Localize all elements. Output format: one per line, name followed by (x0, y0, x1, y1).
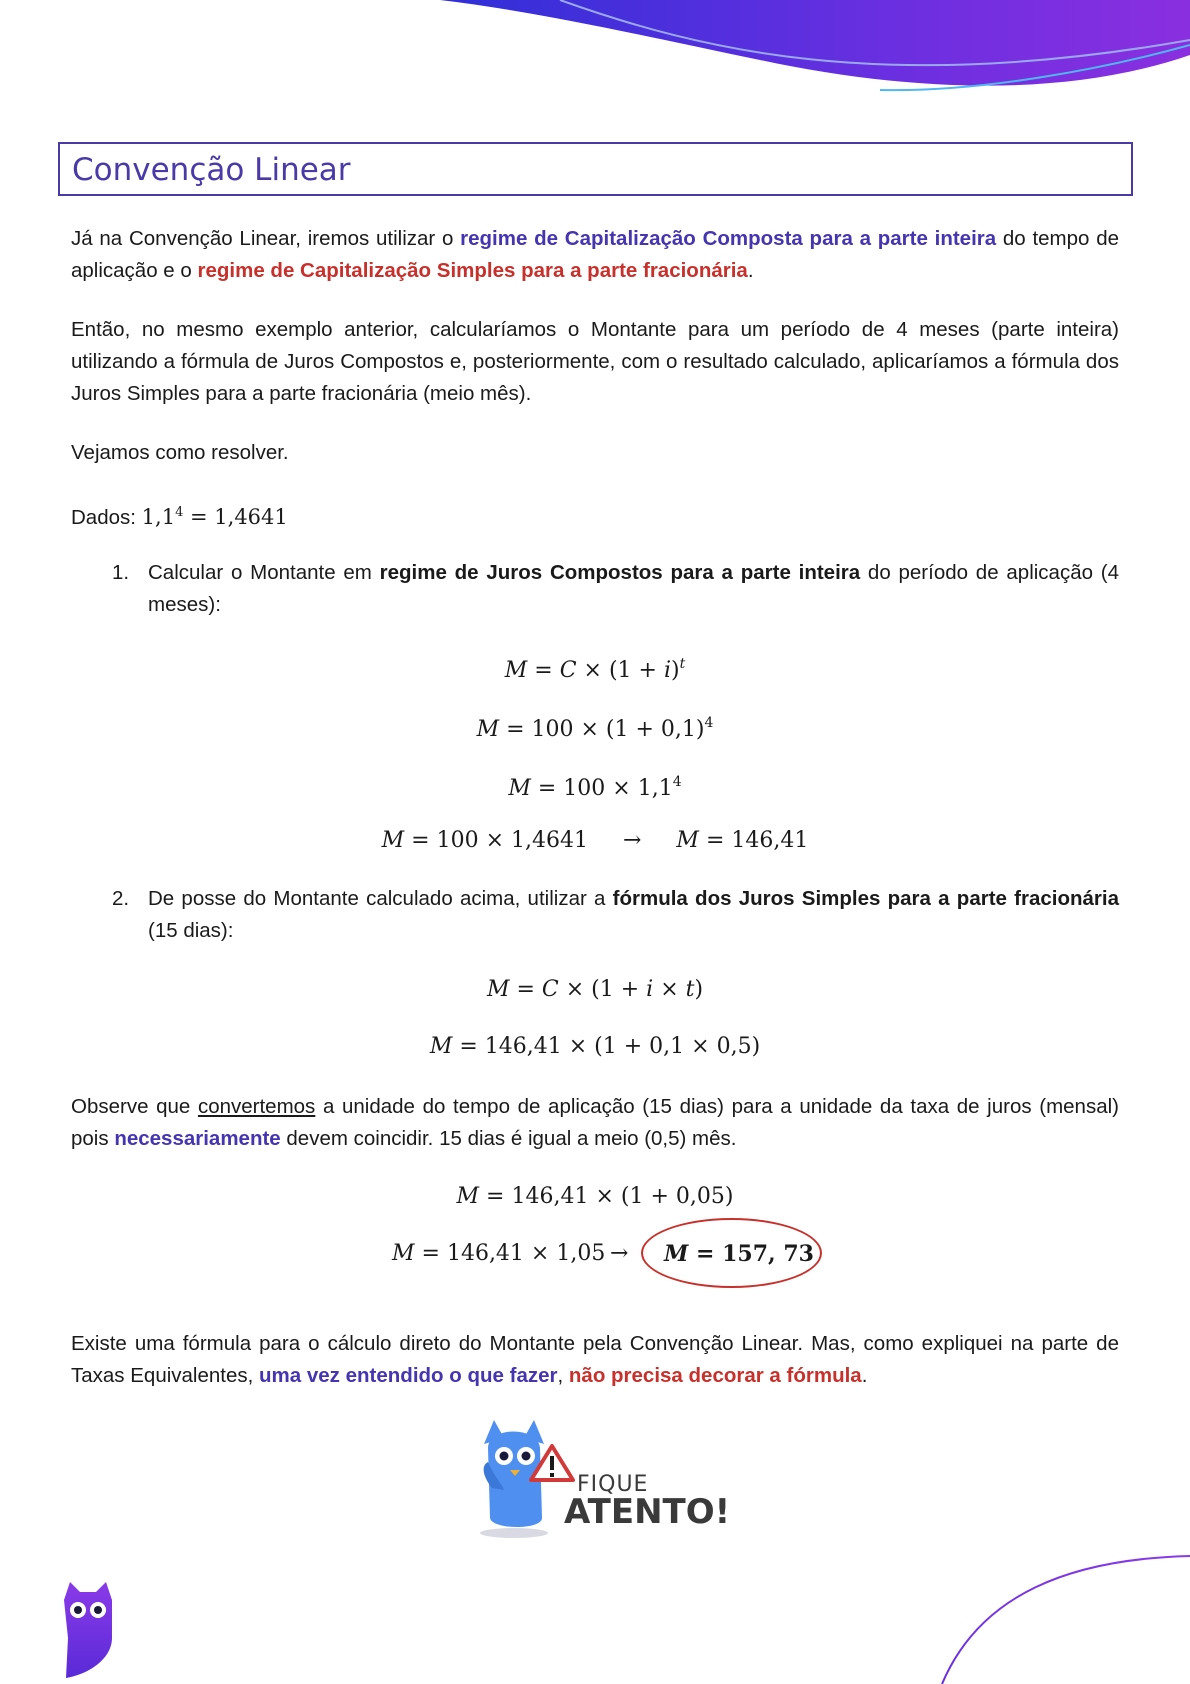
given-label: Dados: (71, 506, 142, 529)
step-1-text-3: do período de aplicação (4 meses): (148, 561, 1120, 616)
intro-text-5: . (747, 259, 754, 282)
step-1 (112, 557, 1119, 621)
given-data (71, 497, 1119, 534)
step-1-text-1: Calcular o Montante em (148, 561, 380, 584)
intro-text-3: do tempo de aplicação e o (71, 227, 1119, 282)
step-2-number: 2. (112, 887, 130, 910)
step-2-text-1: De posse do Montante calculado acima, utilizar a (148, 887, 613, 910)
closing-highlight-red: não precisa decorar a fórmula (568, 1364, 862, 1387)
owl-logo-icon (60, 1578, 116, 1678)
badge-line-1: FIQUE (577, 1472, 649, 1497)
equation-compound-power: $M = 100 \times 1,1^4$ (508, 774, 682, 801)
arrow-icon: → (610, 1241, 629, 1266)
step-2-text-3: (15 dias): (148, 919, 234, 942)
equation-compound-substitution: $M = 100 \times (1 + 0,1)^4$ (476, 715, 714, 742)
example-paragraph: Então, no mesmo exemplo anterior, calcularíamos o Montante para um período de 4 meses (parte inteira) utilizando a fórmula de Juros Compostos e, posteriormente, com o resultado calculado, aplicaríamos a fórmula dos Juros Simples para a parte fracionária (meio mês). (71, 318, 1119, 405)
badge-line-2: ATENTO! (564, 1492, 731, 1532)
observe-underline: convertemos (197, 1095, 316, 1118)
observe-text-3: a unidade do tempo de aplicação (15 dias) para a unidade da taxa de juros (mensal) pois (71, 1095, 1119, 1150)
closing-highlight-blue: uma vez entendido o que fazer (259, 1364, 558, 1387)
step-2 (112, 883, 1119, 947)
intro-text-1: Já na Convenção Linear, iremos utilizar o (71, 227, 461, 250)
closing-text-5: . (861, 1364, 868, 1387)
equation-simple-step: M = 146,41 × (1 + 0,05) (456, 1184, 734, 1209)
given-exponent: 4 (175, 505, 184, 520)
equation-compound-result: M = 100 × 1,4641 → M = 146,41 (381, 828, 809, 853)
step-1-bold: regime de Juros Compostos para a parte inteira (379, 561, 861, 584)
closing-text-1: Existe uma fórmula para o cálculo direto do Montante pela Convenção Linear. Mas, como expliquei na parte de Taxas Equivalentes, (71, 1332, 1119, 1387)
given-value: = 1,4641 (183, 505, 288, 529)
footer-curve-decoration (930, 1554, 1190, 1684)
given-base: 1,1 (141, 505, 176, 529)
section-title: Convenção Linear (72, 152, 351, 188)
intro-paragraph (71, 223, 1119, 287)
lead-paragraph: Vejamos como resolver. (71, 441, 289, 464)
observation-paragraph (71, 1091, 1119, 1155)
equation-compound-formula: $M = C \times (1 + i)^t$ (504, 656, 686, 683)
step-2-bold: fórmula dos Juros Simples para a parte fracionária (612, 887, 1119, 910)
header-wave-decoration (0, 0, 1190, 110)
equation-final-result: M = 157, 73 (664, 1241, 814, 1267)
step-1-number: 1. (112, 561, 130, 584)
observe-highlight: necessariamente (114, 1127, 281, 1150)
observe-text-1: Observe que (71, 1095, 198, 1118)
arrow-icon: → (622, 828, 642, 853)
equation-simple-substitution: M = 146,41 × (1 + 0,1 × 0,5) (429, 1034, 761, 1059)
equation-final-left: M = 146,41 × 1,05 (392, 1241, 606, 1266)
observe-text-5: devem coincidir. 15 dias é igual a meio (0,5) mês. (280, 1127, 737, 1150)
section-header (58, 142, 1133, 196)
intro-highlight-composta: regime de Capitalização Composta para a parte inteira (460, 227, 997, 250)
equation-simple-formula: M = C × (1 + i × t) (486, 977, 704, 1002)
closing-paragraph (71, 1328, 1119, 1392)
intro-highlight-simples: regime de Capitalização Simples para a parte fracionária (197, 259, 748, 282)
closing-text-3: , (557, 1364, 569, 1387)
